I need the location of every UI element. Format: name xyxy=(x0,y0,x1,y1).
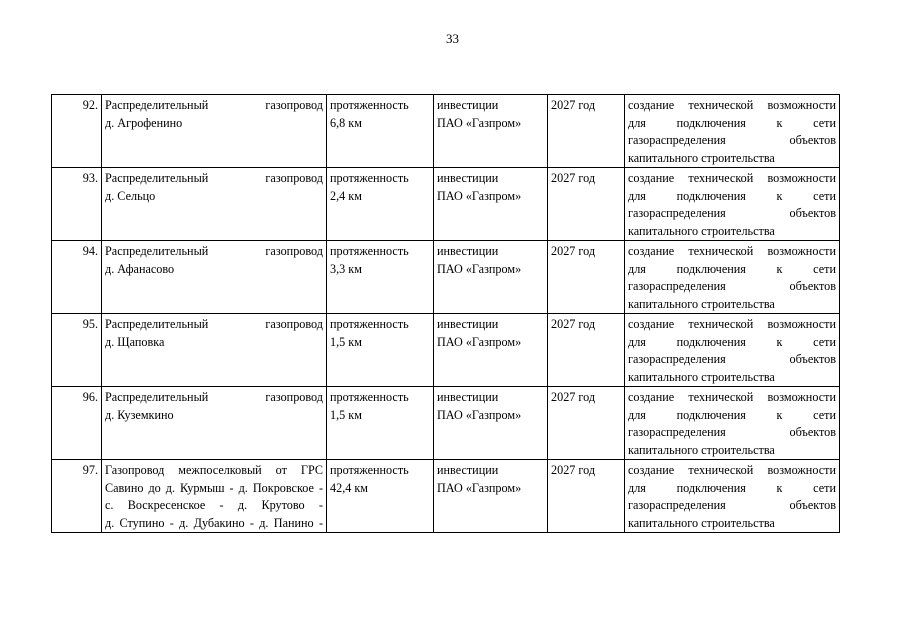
length-line: протяженность xyxy=(330,463,409,477)
funding-source-line: инвестиции xyxy=(437,98,499,112)
table-body xyxy=(52,95,840,533)
funding-source-cell xyxy=(434,95,548,168)
row-number: 96. xyxy=(52,387,102,460)
year-cell: 2027 год xyxy=(548,95,625,168)
funding-source-line: ПАО «Газпром» xyxy=(437,115,522,130)
purpose-line: капитального строительства xyxy=(628,442,775,457)
funding-source-cell xyxy=(434,460,548,533)
purpose-line: создание технической возможности xyxy=(628,244,836,258)
funding-source-cell xyxy=(434,387,548,460)
object-name-line: Распределительный газопровод xyxy=(105,317,323,331)
funding-source-cell xyxy=(434,314,548,387)
purpose-line: для подключения к сети xyxy=(628,334,836,349)
purpose-line: создание технической возможности xyxy=(628,171,836,185)
object-name-line: д. Афанасово xyxy=(105,261,175,276)
purpose-cell xyxy=(625,387,840,460)
length-line: 3,3 км xyxy=(330,261,362,276)
row-number: 94. xyxy=(52,241,102,314)
purpose-line: газораспределения объектов xyxy=(628,498,836,512)
investment-table xyxy=(51,94,840,533)
table-row xyxy=(52,95,840,168)
purpose-line: для подключения к сети xyxy=(628,261,836,276)
purpose-line: газораспределения объектов xyxy=(628,279,836,293)
purpose-line: капитального строительства xyxy=(628,296,775,311)
length-line: 1,5 км xyxy=(330,407,362,422)
object-name-cell xyxy=(102,95,327,168)
purpose-line: газораспределения объектов xyxy=(628,425,836,439)
object-name-cell xyxy=(102,460,327,533)
length-line: протяженность xyxy=(330,390,409,404)
row-number: 92. xyxy=(52,95,102,168)
object-name-line: Савино до д. Курмыш - д. Покровское - xyxy=(105,480,323,495)
length-line: 2,4 км xyxy=(330,188,362,203)
purpose-line: газораспределения объектов xyxy=(628,206,836,220)
funding-source-line: ПАО «Газпром» xyxy=(437,407,522,422)
object-name-line: д. Сельцо xyxy=(105,188,156,203)
purpose-line: капитального строительства xyxy=(628,515,775,530)
length-line: 42,4 км xyxy=(330,480,369,495)
object-name-line: с. Воскресенское - д. Крутово - xyxy=(105,498,323,512)
page-number: 33 xyxy=(446,31,459,46)
purpose-cell xyxy=(625,460,840,533)
table-row xyxy=(52,460,840,533)
purpose-cell xyxy=(625,241,840,314)
year-cell: 2027 год xyxy=(548,460,625,533)
purpose-line: для подключения к сети xyxy=(628,407,836,422)
length-cell xyxy=(327,241,434,314)
object-name-line: Распределительный газопровод xyxy=(105,98,323,112)
object-name-line: Газопровод межпоселковый от ГРС xyxy=(105,463,323,477)
table-row xyxy=(52,387,840,460)
funding-source-line: инвестиции xyxy=(437,317,499,331)
purpose-line: для подключения к сети xyxy=(628,480,836,495)
funding-source-line: ПАО «Газпром» xyxy=(437,188,522,203)
length-cell xyxy=(327,314,434,387)
object-name-cell xyxy=(102,314,327,387)
length-cell xyxy=(327,387,434,460)
length-line: протяженность xyxy=(330,317,409,331)
object-name-line: д. Щаповка xyxy=(105,334,165,349)
purpose-line: газораспределения объектов xyxy=(628,352,836,366)
object-name-line: Распределительный газопровод xyxy=(105,171,323,185)
purpose-line: капитального строительства xyxy=(628,369,775,384)
length-line: протяженность xyxy=(330,171,409,185)
year-cell: 2027 год xyxy=(548,241,625,314)
purpose-cell xyxy=(625,314,840,387)
purpose-line: создание технической возможности xyxy=(628,317,836,331)
funding-source-line: инвестиции xyxy=(437,390,499,404)
length-line: протяженность xyxy=(330,98,409,112)
object-name-cell xyxy=(102,168,327,241)
object-name-line: д. Ступино - д. Дубакино - д. Панино - xyxy=(105,515,323,530)
purpose-cell xyxy=(625,168,840,241)
table-row xyxy=(52,241,840,314)
funding-source-cell xyxy=(434,168,548,241)
funding-source-line: инвестиции xyxy=(437,171,499,185)
funding-source-line: инвестиции xyxy=(437,463,499,477)
purpose-line: газораспределения объектов xyxy=(628,133,836,147)
row-number: 97. xyxy=(52,460,102,533)
purpose-line: капитального строительства xyxy=(628,150,775,165)
length-line: 1,5 км xyxy=(330,334,362,349)
length-cell xyxy=(327,95,434,168)
purpose-cell xyxy=(625,95,840,168)
length-cell xyxy=(327,460,434,533)
year-cell: 2027 год xyxy=(548,387,625,460)
funding-source-line: ПАО «Газпром» xyxy=(437,480,522,495)
row-number: 95. xyxy=(52,314,102,387)
object-name-line: д. Куземкино xyxy=(105,407,174,422)
purpose-line: создание технической возможности xyxy=(628,98,836,112)
purpose-line: для подключения к сети xyxy=(628,188,836,203)
object-name-cell xyxy=(102,241,327,314)
purpose-line: создание технической возможности xyxy=(628,390,836,404)
object-name-line: д. Агрофенино xyxy=(105,115,183,130)
purpose-line: для подключения к сети xyxy=(628,115,836,130)
funding-source-line: ПАО «Газпром» xyxy=(437,261,522,276)
object-name-cell xyxy=(102,387,327,460)
row-number: 93. xyxy=(52,168,102,241)
purpose-line: создание технической возможности xyxy=(628,463,836,477)
length-line: 6,8 км xyxy=(330,115,362,130)
year-cell: 2027 год xyxy=(548,168,625,241)
purpose-line: капитального строительства xyxy=(628,223,775,238)
object-name-line: Распределительный газопровод xyxy=(105,244,323,258)
funding-source-line: инвестиции xyxy=(437,244,499,258)
table-row xyxy=(52,168,840,241)
table-row xyxy=(52,314,840,387)
length-line: протяженность xyxy=(330,244,409,258)
year-cell: 2027 год xyxy=(548,314,625,387)
funding-source-cell xyxy=(434,241,548,314)
object-name-line: Распределительный газопровод xyxy=(105,390,323,404)
funding-source-line: ПАО «Газпром» xyxy=(437,334,522,349)
length-cell xyxy=(327,168,434,241)
